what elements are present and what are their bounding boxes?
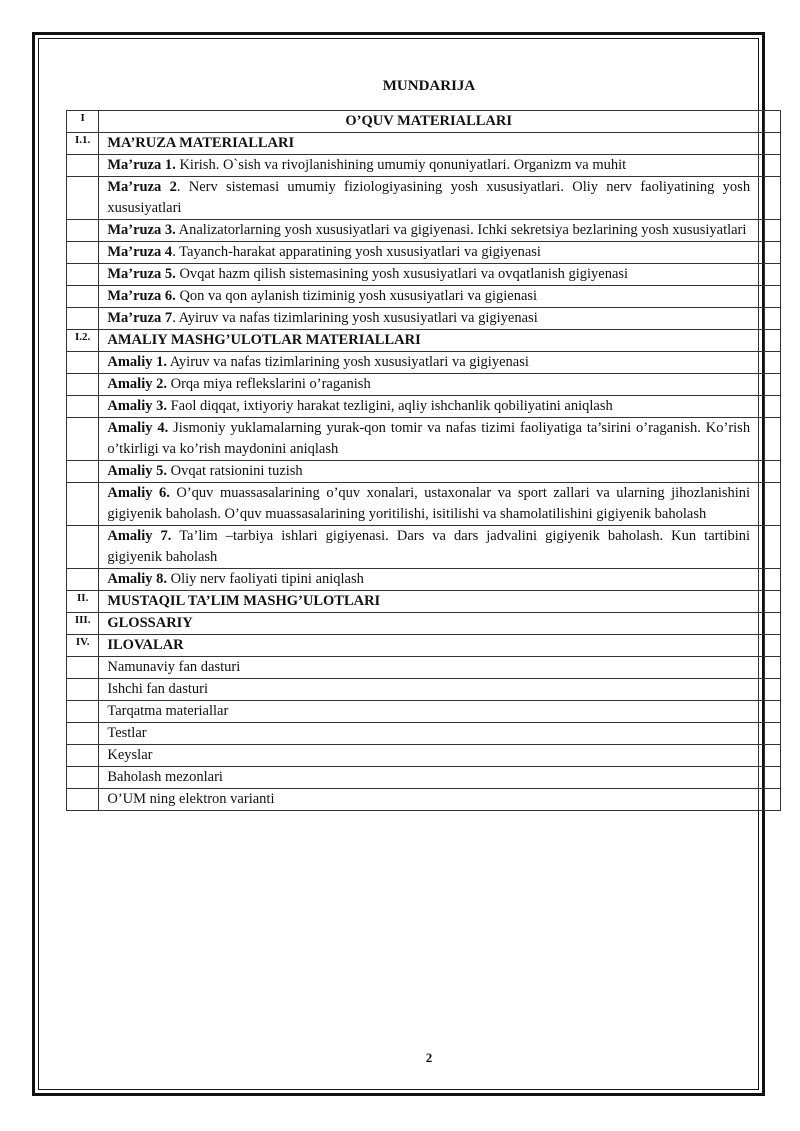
toc-row-number: III. [67, 613, 99, 635]
toc-entry-label: Ma’ruza 5. [107, 266, 176, 282]
toc-row [67, 789, 781, 811]
toc-entry-label: Ma’ruza 6. [107, 288, 176, 304]
toc-entry [99, 461, 759, 483]
toc-row [67, 723, 781, 745]
toc-entry-title: . Tayanch-harakat apparatining yosh xususiyatlari va gigiyenasi [172, 244, 541, 260]
toc-row [67, 286, 781, 308]
toc-row-number [67, 396, 99, 418]
toc-entry [99, 483, 759, 526]
toc-row [67, 111, 781, 133]
toc-entry: Tarqatma materiallar [99, 701, 759, 723]
toc-row-number [67, 286, 99, 308]
toc-row [67, 657, 781, 679]
margin-cell [765, 526, 781, 569]
toc-row-number [67, 418, 99, 461]
margin-cell [765, 701, 781, 723]
margin-cell [765, 308, 781, 330]
margin-cell [765, 461, 781, 483]
toc-row [67, 591, 781, 613]
toc-entry [99, 177, 759, 220]
toc-row-number [67, 352, 99, 374]
toc-row [67, 461, 781, 483]
toc-entry-label: Ma’ruza 7 [107, 310, 173, 326]
toc-row [67, 483, 781, 526]
margin-cell [765, 177, 781, 220]
toc-row [67, 396, 781, 418]
margin-cell [765, 613, 781, 635]
margin-cell [765, 789, 781, 811]
margin-cell [765, 352, 781, 374]
toc-row [67, 613, 781, 635]
margin-cell [765, 483, 781, 526]
toc-entry-title: Ovqat hazm qilish sistemasining yosh xususiyatlari va ovqatlanish gigiyenasi [175, 266, 629, 282]
toc-entry [99, 352, 759, 374]
margin-cell [765, 133, 781, 155]
toc-row [67, 177, 781, 220]
margin-cell [765, 723, 781, 745]
toc-entry-label: Ma’ruza 1. [107, 157, 176, 173]
toc-entry-title: Qon va qon aylanish tiziminig yosh xususiyatlari va gigienasi [175, 288, 538, 304]
toc-row [67, 242, 781, 264]
toc-row [67, 308, 781, 330]
toc-row [67, 330, 781, 352]
toc-row [67, 133, 781, 155]
margin-cell [765, 418, 781, 461]
margin-cell [765, 679, 781, 701]
toc-entry [99, 242, 759, 264]
margin-cell [765, 635, 781, 657]
toc-entry [99, 569, 759, 591]
toc-entry-title: Ayiruv va nafas tizimlarining yosh xususiyatlari va gigiyenasi [166, 354, 529, 370]
toc-row-number [67, 374, 99, 396]
toc-row [67, 352, 781, 374]
toc-entry-label: Amaliy 8. [107, 571, 167, 587]
contents-table [66, 110, 781, 811]
toc-row-number [67, 308, 99, 330]
toc-entry-label: Ma’ruza 4 [107, 244, 173, 260]
toc-entry [99, 220, 759, 242]
margin-cell [765, 745, 781, 767]
toc-entry-label: Amaliy 1. [107, 354, 167, 370]
toc-entry-label: Amaliy 7. [107, 528, 172, 544]
subsection-heading: MA’RUZA MATERIALLARI [99, 133, 759, 155]
toc-row [67, 155, 781, 177]
toc-entry [99, 308, 759, 330]
toc-entry [99, 396, 759, 418]
margin-cell [765, 286, 781, 308]
toc-row [67, 569, 781, 591]
toc-entry-label: Amaliy 5. [107, 463, 167, 479]
toc-entry-title: Faol diqqat, ixtiyoriy harakat tezligini, aqliy ishchanlik qobiliyatini aniqlash [166, 398, 613, 414]
toc-entry [99, 418, 759, 461]
toc-row-number [67, 701, 99, 723]
toc-entry-title: Ovqat ratsionini tuzish [166, 463, 303, 479]
toc-row-number: I.2. [67, 330, 99, 352]
toc-entry [99, 286, 759, 308]
toc-entry-title: O’quv muassasalarining o’quv xonalari, ustaxonalar va sport zallari va ularning jihozlanishini gigiyenik baholash. O’quv muassasalarining yoritilishi, isitilishi va shamolatilishini gigiyenik baholash [107, 485, 751, 522]
section-heading: ILOVALAR [99, 635, 759, 657]
margin-cell [765, 330, 781, 352]
margin-cell [765, 264, 781, 286]
section-heading: O’QUV MATERIALLARI [99, 111, 759, 133]
toc-entry [99, 155, 759, 177]
toc-row-number [67, 679, 99, 701]
toc-entry [99, 374, 759, 396]
margin-cell [765, 111, 781, 133]
toc-row-number [67, 526, 99, 569]
toc-row-number [67, 242, 99, 264]
toc-row-number [67, 789, 99, 811]
toc-entry-label: Amaliy 2. [107, 376, 167, 392]
toc-row [67, 745, 781, 767]
toc-row [67, 679, 781, 701]
margin-cell [765, 220, 781, 242]
toc-entry: O’UM ning elektron varianti [99, 789, 759, 811]
toc-entry-title: . Nerv sistemasi umumiy fiziologiyasining yosh xususiyatlari. Oliy nerv faoliyatining yosh xususiyatlari [107, 179, 751, 216]
toc-entry-label: Amaliy 6. [107, 485, 170, 501]
toc-row [67, 635, 781, 657]
toc-row-number [67, 569, 99, 591]
margin-cell [765, 396, 781, 418]
toc-row-number [67, 264, 99, 286]
toc-entry: Baholash mezonlari [99, 767, 759, 789]
toc-entry: Namunaviy fan dasturi [99, 657, 759, 679]
margin-cell [765, 591, 781, 613]
toc-entry-title: Ta’lim –tarbiya ishlari gigiyenasi. Dars va dars jadvalini gigiyenik baholash. Kun tartibini gigiyenik baholash [107, 528, 751, 565]
toc-row [67, 767, 781, 789]
toc-entry-label: Ma’ruza 2 [107, 179, 177, 195]
toc-row-number [67, 483, 99, 526]
toc-row-number [67, 155, 99, 177]
toc-row-number: I.1. [67, 133, 99, 155]
margin-cell [765, 155, 781, 177]
margin-cell [765, 374, 781, 396]
toc-entry-title: Kirish. O`sish va rivojlanishining umumiy qonuniyatlari. Organizm va muhit [175, 157, 627, 173]
toc-row [67, 701, 781, 723]
toc-entry [99, 264, 759, 286]
toc-entry-title: Oliy nerv faoliyati tipini aniqlash [166, 571, 364, 587]
toc-row-number: I [67, 111, 99, 133]
toc-row [67, 374, 781, 396]
toc-entry-title: Jismoniy yuklamalarning yurak-qon tomir va nafas tizimi faoliyatiga ta’sirini o’raganish. Ko’rish o’tkirligi va ko’rish maydonini aniqlash [107, 420, 751, 457]
toc-row-number [67, 177, 99, 220]
toc-entry-title: Orqa miya reflekslarini o’raganish [166, 376, 371, 392]
toc-row-number [67, 220, 99, 242]
toc-row-number [67, 461, 99, 483]
section-heading: GLOSSARIY [99, 613, 759, 635]
toc-row-number [67, 745, 99, 767]
margin-cell [765, 569, 781, 591]
toc-entry-title: Analizatorlarning yosh xususiyatlari va gigiyenasi. Ichki sekretsiya bezlarining yosh xususiyatlari [175, 222, 747, 238]
toc-row [67, 264, 781, 286]
toc-row-number: IV. [67, 635, 99, 657]
toc-row-number [67, 767, 99, 789]
toc-entry-label: Amaliy 3. [107, 398, 167, 414]
section-heading: AMALIY MASHG’ULOTLAR MATERIALLARI [99, 330, 759, 352]
margin-cell [765, 242, 781, 264]
toc-row-number [67, 657, 99, 679]
toc-row-number: II. [67, 591, 99, 613]
page-number: 2 [425, 1050, 433, 1065]
page-title: MUNDARIJA [382, 78, 476, 94]
toc-entry: Ishchi fan dasturi [99, 679, 759, 701]
toc-row [67, 418, 781, 461]
margin-cell [765, 767, 781, 789]
toc-entry-label: Ma’ruza 3. [107, 222, 176, 238]
toc-row-number [67, 723, 99, 745]
toc-row [67, 526, 781, 569]
toc-entry-label: Amaliy 4. [107, 420, 169, 436]
toc-row [67, 220, 781, 242]
margin-cell [765, 657, 781, 679]
toc-entry [99, 526, 759, 569]
toc-entry: Testlar [99, 723, 759, 745]
toc-entry-title: . Ayiruv va nafas tizimlarining yosh xususiyatlari va gigiyenasi [172, 310, 538, 326]
toc-entry: Keyslar [99, 745, 759, 767]
section-heading: MUSTAQIL TA’LIM MASHG’ULOTLARI [99, 591, 759, 613]
